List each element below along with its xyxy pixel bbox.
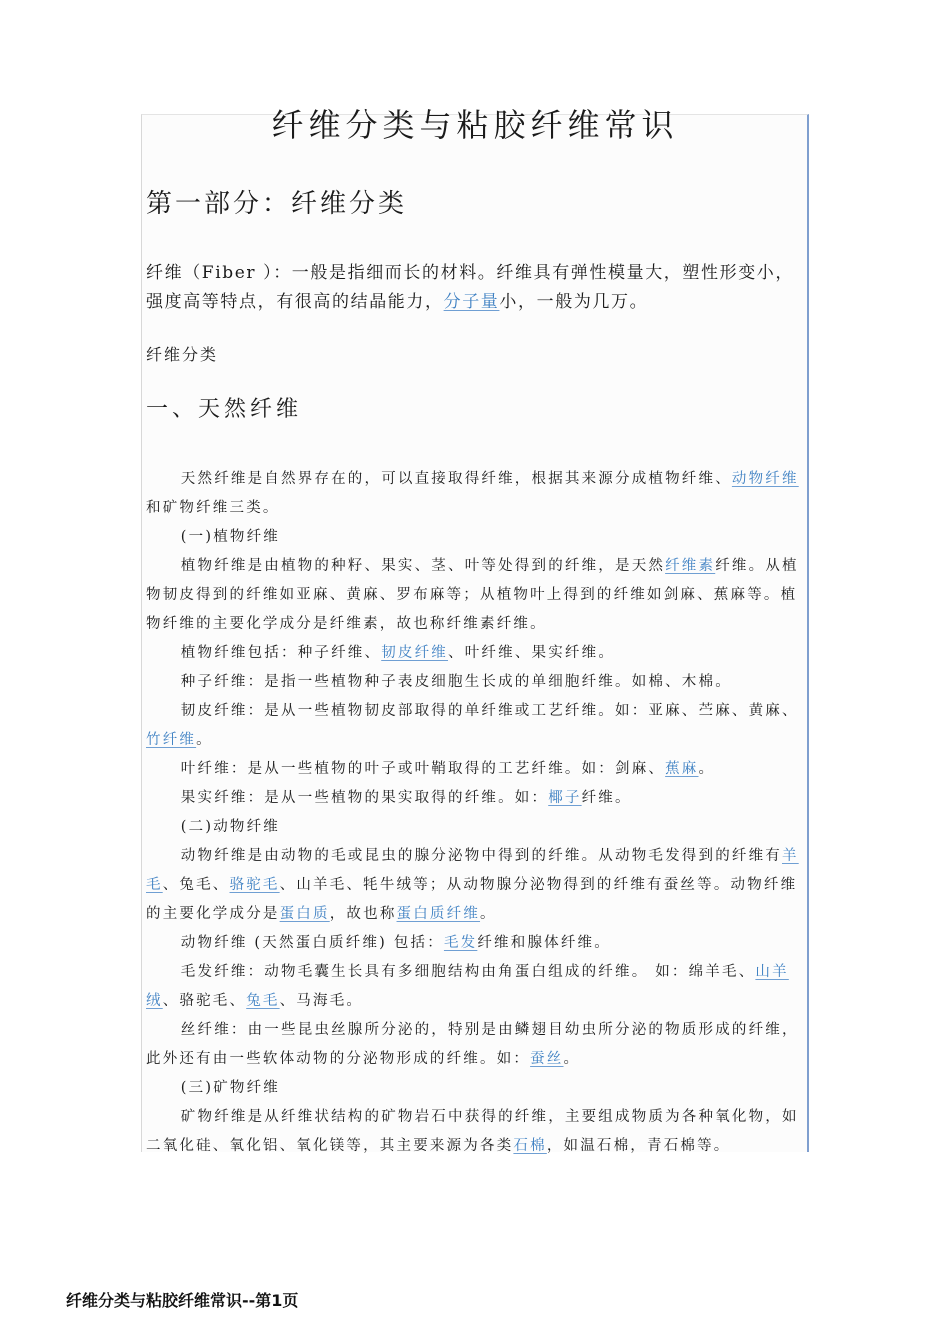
link-bast-fiber[interactable]: 韧皮纤维 xyxy=(381,645,449,661)
link-hair[interactable]: 毛发 xyxy=(443,935,478,951)
paragraph xyxy=(146,1103,808,1161)
text: 纤维。 xyxy=(581,790,632,806)
paragraph xyxy=(146,784,808,813)
text: 天然纤维是自然界存在的，可以直接取得纤维，根据其来源分成植物纤维、 xyxy=(180,471,732,487)
text: 、山羊毛、牦牛绒等；从动物腺分泌物得到的纤维有蚕丝等。动物纤维的主要化学成分是 xyxy=(146,877,798,922)
link-wool[interactable]: 羊毛 xyxy=(146,848,799,893)
link-asbestos[interactable]: 石棉 xyxy=(513,1138,547,1154)
text: 、骆驼毛、 xyxy=(162,993,247,1009)
paragraph xyxy=(146,1016,808,1074)
link-coconut[interactable]: 椰子 xyxy=(548,790,582,806)
paragraph xyxy=(146,552,808,639)
link-bamboo-fiber[interactable]: 竹纤维 xyxy=(146,732,197,748)
text: ，故也称 xyxy=(329,906,397,922)
text: 。 xyxy=(563,1051,581,1067)
intro-paragraph xyxy=(146,259,810,317)
document-title: 纤维分类与粘胶纤维常识 xyxy=(271,106,679,144)
animal-fiber-heading: (二)动物纤维 xyxy=(180,819,281,835)
text: 果实纤维：是从一些植物的果实取得的纤维。如： xyxy=(180,790,549,806)
paragraph xyxy=(146,929,808,958)
link-protein[interactable]: 蛋白质 xyxy=(279,906,330,922)
paragraph xyxy=(146,842,808,929)
link-abaca[interactable]: 蕉麻 xyxy=(665,761,699,777)
text: 和矿物纤维三类。 xyxy=(146,500,280,516)
text: 、马海毛。 xyxy=(279,993,364,1009)
link-molecular-weight[interactable]: 分子量 xyxy=(443,292,500,312)
text: 叶纤维：是从一些植物的叶子或叶鞘取得的工艺纤维。如：剑麻、 xyxy=(180,761,666,777)
paragraph xyxy=(146,639,808,668)
link-animal-fiber[interactable]: 动物纤维 xyxy=(731,471,799,487)
text: ，如温石棉，青石棉等。 xyxy=(546,1138,731,1154)
link-silk[interactable]: 蚕丝 xyxy=(530,1051,564,1067)
text: 。 xyxy=(196,732,213,748)
paragraph xyxy=(146,697,808,755)
text: 。 xyxy=(480,906,497,922)
link-rabbit-hair[interactable]: 兔毛 xyxy=(246,993,280,1009)
text: 、叶纤维、果实纤维。 xyxy=(448,645,616,661)
natural-fiber-body xyxy=(146,465,808,1161)
plant-fiber-heading: (一)植物纤维 xyxy=(180,529,281,545)
part-one-heading: 第一部分：纤维分类 xyxy=(146,189,408,219)
text: 毛发纤维：动物毛囊生长具有多细胞结构由角蛋白组成的纤维。 如：绵羊毛、 xyxy=(180,964,756,980)
link-camel-hair[interactable]: 骆驼毛 xyxy=(229,877,280,893)
intro-text: 纤维（Fiber ）：一般是指细而长的材料。纤维具有弹性模量大，塑性形变小，强度高等特点，有很高的结晶能力， xyxy=(146,263,795,312)
paragraph: 种子纤维：是指一些植物种子表皮细胞生长成的单细胞纤维。如棉、木棉。 xyxy=(180,674,732,690)
text: 矿物纤维是从纤维状结构的矿物岩石中获得的纤维，主要组成物质为各种氧化物，如二氧化硅、氧化铝、氧化镁等，其主要来源为各类 xyxy=(146,1109,799,1154)
page-footer: 纤维分类与粘胶纤维常识--第1页 xyxy=(66,1291,299,1310)
classification-label: 纤维分类 xyxy=(146,345,219,364)
paragraph xyxy=(146,755,808,784)
link-cashmere[interactable]: 山羊绒 xyxy=(146,964,789,1009)
text: 植物纤维包括：种子纤维、 xyxy=(180,645,382,661)
paragraph xyxy=(146,465,808,523)
mineral-fiber-heading: (三)矿物纤维 xyxy=(180,1080,281,1096)
natural-fiber-heading: 一、天然纤维 xyxy=(146,397,303,422)
text: 。 xyxy=(698,761,716,777)
text: 植物纤维是由植物的种籽、果实、茎、叶等处得到的纤维，是天然 xyxy=(180,558,666,574)
text: 丝纤维：由一些昆虫丝腺所分泌的，特别是由鳞翅目幼虫所分泌的物质形成的纤维，此外还有由一些软体动物的分泌物形成的纤维。如： xyxy=(146,1022,799,1067)
text: 动物纤维 (天然蛋白质纤维) 包括： xyxy=(180,935,444,951)
paragraph xyxy=(146,958,808,1016)
intro-text-end: 小，一般为几万。 xyxy=(499,292,649,312)
text: 韧皮纤维：是从一些植物韧皮部取得的单纤维或工艺纤维。如：亚麻、苎麻、黄麻、 xyxy=(180,703,799,719)
text: 、兔毛、 xyxy=(162,877,230,893)
text: 纤维。从植物韧皮得到的纤维如亚麻、黄麻、罗布麻等；从植物叶上得到的纤维如剑麻、蕉麻等。植物纤维的主要化学成分是纤维素，故也称纤维素纤维。 xyxy=(146,558,799,632)
link-protein-fiber[interactable]: 蛋白质纤维 xyxy=(396,906,481,922)
text: 动物纤维是由动物的毛或昆虫的腺分泌物中得到的纤维。从动物毛发得到的纤维有 xyxy=(180,848,782,864)
link-cellulose[interactable]: 纤维素 xyxy=(665,558,716,574)
text: 纤维和腺体纤维。 xyxy=(477,935,611,951)
